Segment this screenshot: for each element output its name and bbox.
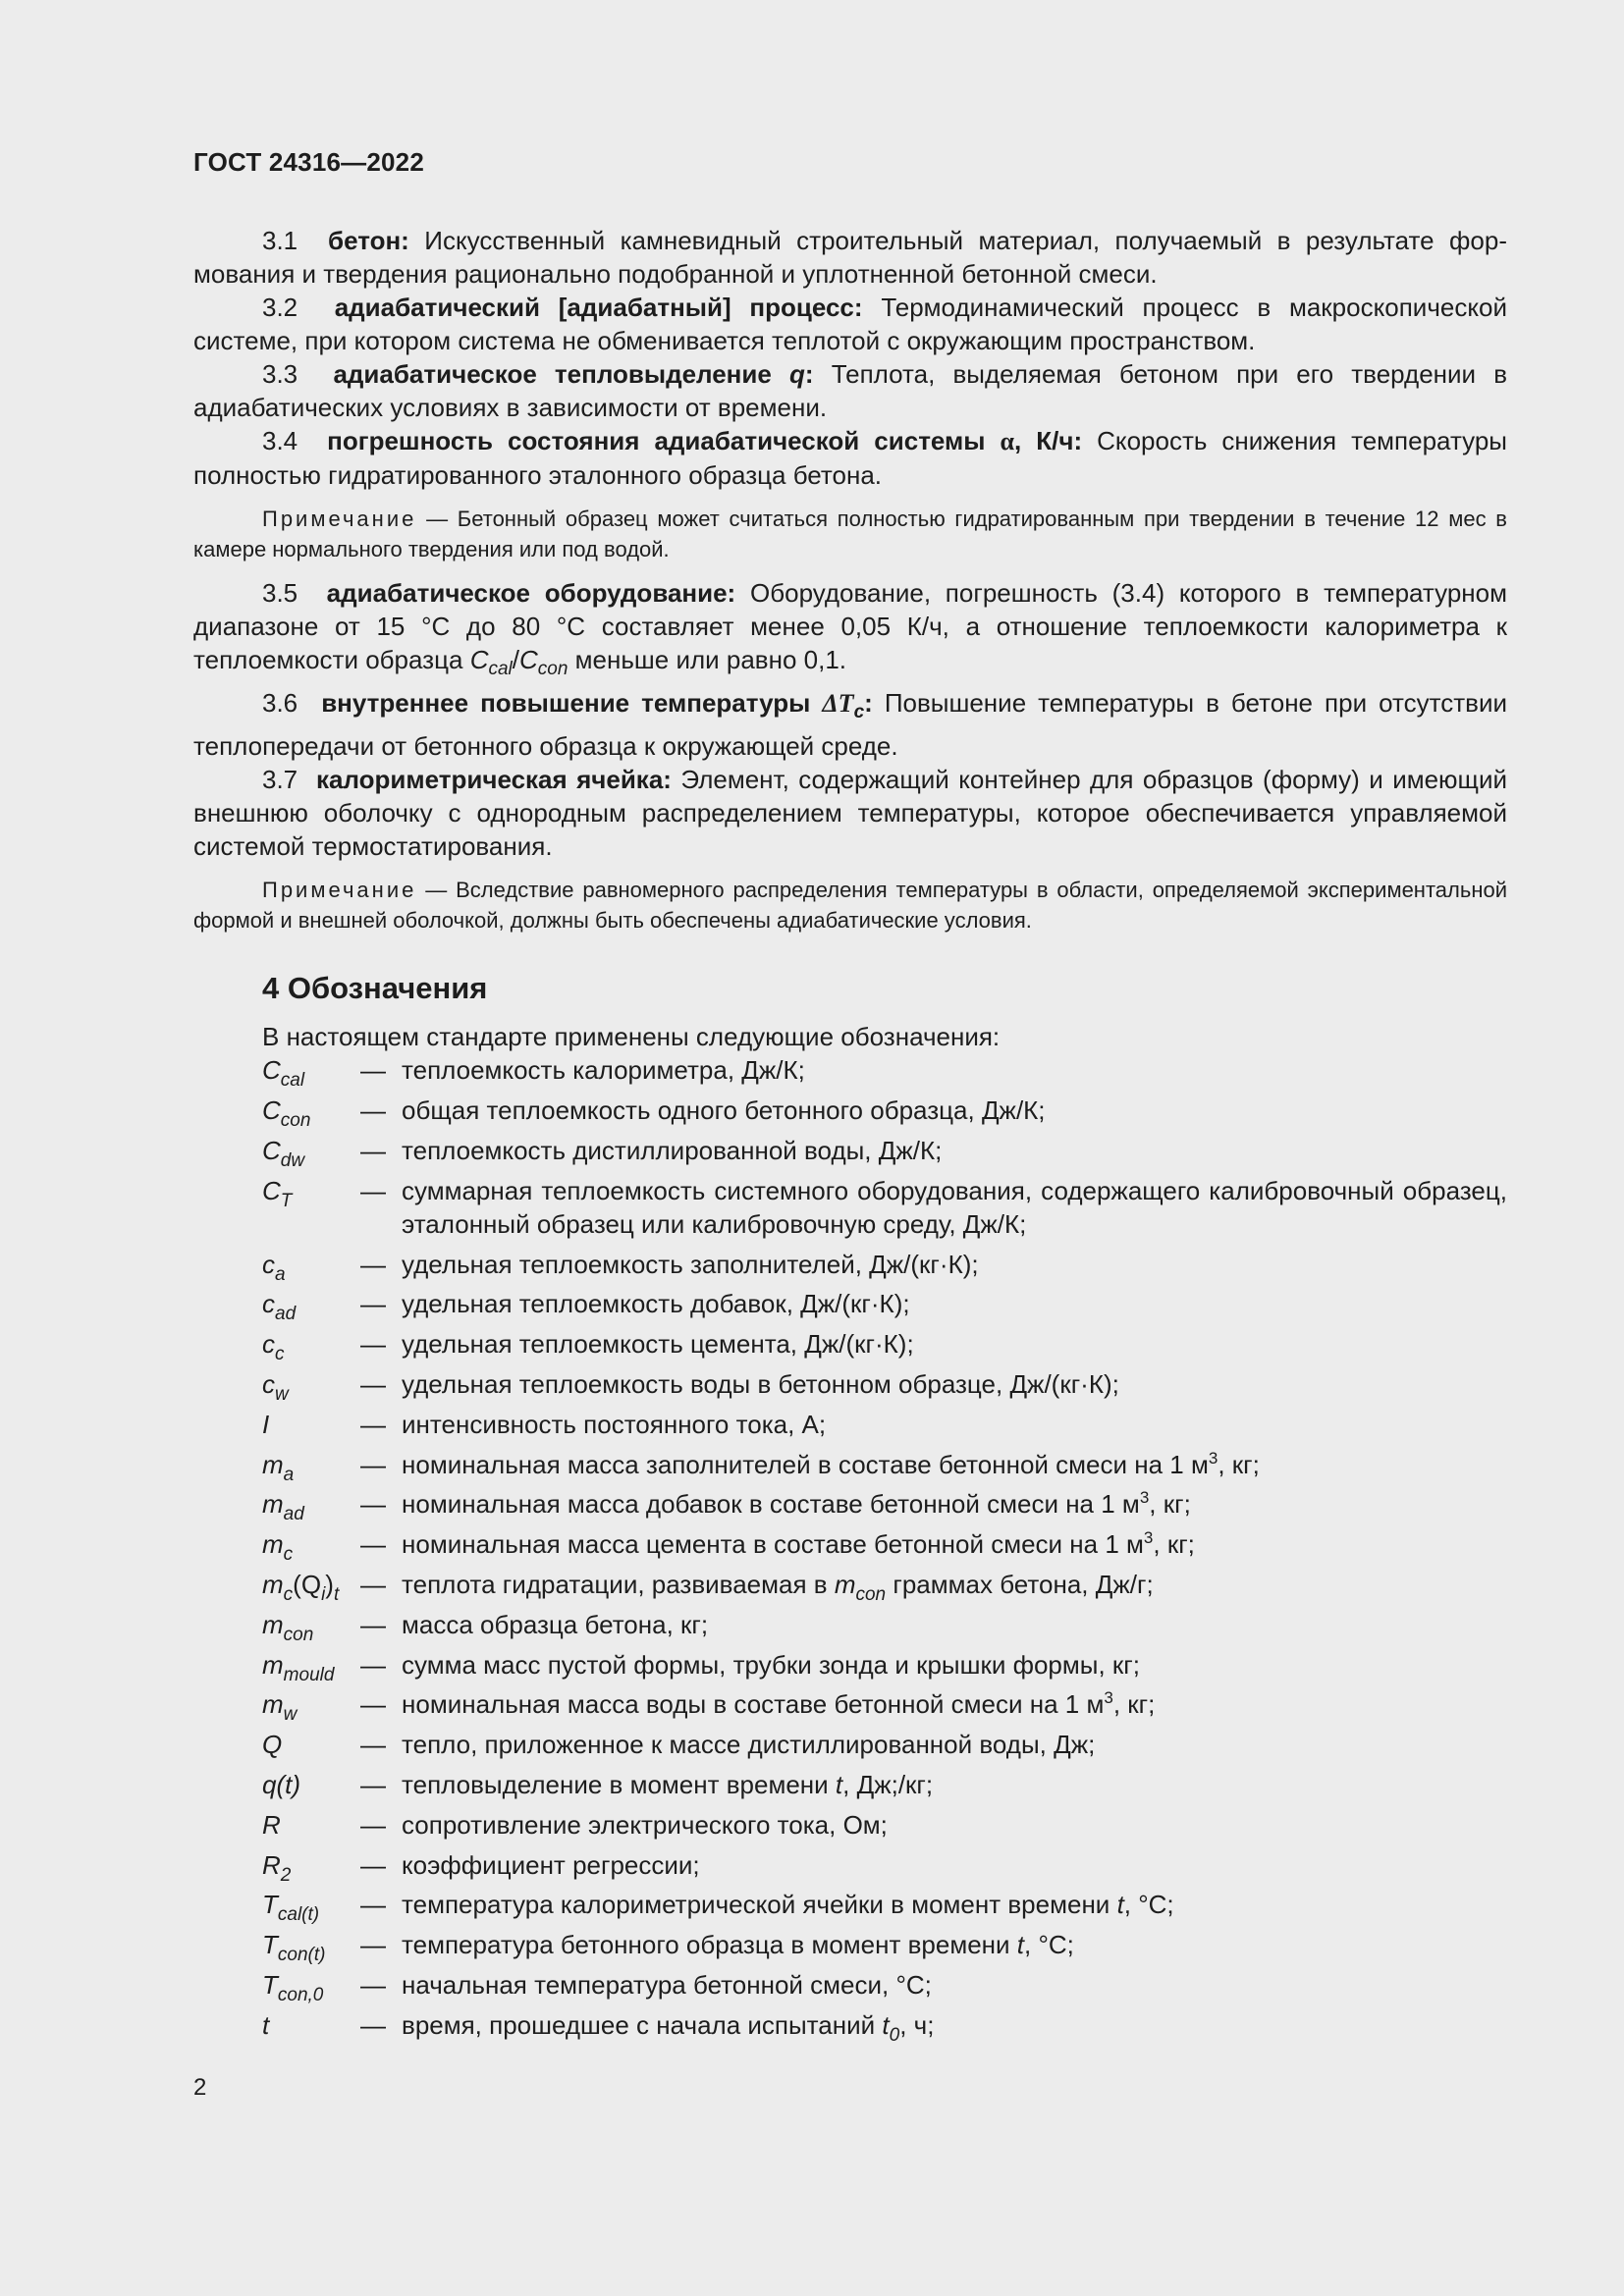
symbol: $C_T$ bbox=[262, 1175, 293, 1211]
symbol: $m_{ad}$ bbox=[262, 1489, 304, 1525]
symbol-dash: — bbox=[360, 1730, 386, 1760]
symbol: $C_{cal}$ bbox=[262, 1055, 305, 1092]
symbol-row bbox=[262, 2008, 1507, 2046]
term-3-7: 3.7 калориметрическая ячейка: Элемент, содержащий контейнер для образцов (форму) и имеющий внешнюю оболочку с однородным распределением температуры, которое обеспечивается управляемой системой термостатирования. bbox=[193, 765, 1508, 862]
document-body bbox=[193, 224, 1507, 2049]
symbol-row bbox=[262, 1094, 1507, 1132]
symbol-dash: — bbox=[360, 1890, 386, 1920]
symbol: $c_w$ bbox=[262, 1368, 289, 1405]
symbol-row bbox=[262, 1448, 1507, 1485]
symbol-definition: общая теплоемкость одного бетонного образца, Дж/К; bbox=[402, 1095, 1046, 1126]
symbol-definition: суммарная теплоемкость системного оборудования, содержащего калибровочный образец, эталонный образец или калибровочную среду, Дж/К; bbox=[402, 1175, 1507, 1239]
term-3-3: 3.3 адиабатическое тепловыделение q: Теплота, выделяемая бетоном при его твердении в адиабатических условиях в зависимости от времени. bbox=[193, 359, 1508, 422]
symbol-row bbox=[262, 1968, 1507, 2005]
symbol-dash: — bbox=[360, 1449, 386, 1479]
symbol-dash: — bbox=[360, 1249, 386, 1279]
symbol-definition: тепло, приложенное к массе дистиллированной воды, Дж; bbox=[402, 1730, 1096, 1760]
symbol-definition: теплоемкость дистиллированной воды, Дж/К; bbox=[402, 1135, 943, 1165]
symbol-dash: — bbox=[360, 1289, 386, 1319]
symbol-dash: — bbox=[360, 1689, 386, 1720]
symbol: $c_a$ bbox=[262, 1249, 286, 1285]
symbol: $T_{con,0}$ bbox=[262, 1969, 324, 2005]
section-4-intro: В настоящем стандарте применены следующие обозначения: bbox=[262, 1022, 1001, 1052]
symbol: $m_{con}$ bbox=[262, 1609, 314, 1645]
symbol-row bbox=[262, 1487, 1507, 1525]
symbol-dash: — bbox=[360, 1095, 386, 1126]
symbol-definition: коэффициент регрессии; bbox=[402, 1849, 700, 1880]
symbol-dash: — bbox=[360, 1175, 386, 1205]
symbol-definition: масса образца бетона, кг; bbox=[402, 1609, 709, 1639]
symbol: $C_{con}$ bbox=[262, 1095, 311, 1132]
symbol-dash: — bbox=[360, 1055, 386, 1086]
symbol: R bbox=[262, 1809, 281, 1840]
symbol-row bbox=[262, 1248, 1507, 1285]
symbol: $m_{mould}$ bbox=[262, 1649, 335, 1685]
symbols-list bbox=[262, 1053, 1507, 2046]
symbol-definition: номинальная масса заполнителей в составе бетонной смеси на 1 $м^3$, кг; bbox=[402, 1448, 1260, 1479]
symbol-row bbox=[262, 1408, 1507, 1441]
symbol-dash: — bbox=[360, 1930, 386, 1960]
symbol: I bbox=[262, 1409, 270, 1439]
symbol-row bbox=[262, 1053, 1507, 1092]
symbol-definition: температура бетонного образца в момент времени t, °С; bbox=[402, 1930, 1074, 1960]
symbol: $T_{cal(t)}$ bbox=[262, 1890, 320, 1926]
symbol: $T_{con(t)}$ bbox=[262, 1930, 326, 1966]
symbol-definition: удельная теплоемкость заполнителей, Дж/(кг·К); bbox=[402, 1249, 979, 1279]
symbol: $C_{dw}$ bbox=[262, 1135, 305, 1171]
symbol: $c_c$ bbox=[262, 1329, 285, 1365]
symbol-row bbox=[262, 1768, 1507, 1801]
symbol: t bbox=[262, 2009, 270, 2040]
symbol: $R_2$ bbox=[262, 1849, 292, 1886]
page-number: 2 bbox=[193, 2074, 207, 2101]
symbol-definition: удельная теплоемкость воды в бетонном образце, Дж/(кг·К); bbox=[402, 1368, 1119, 1399]
symbol-row bbox=[262, 1134, 1507, 1171]
symbol: q(t) bbox=[262, 1769, 300, 1799]
symbol-dash: — bbox=[360, 1649, 386, 1680]
symbol-definition: удельная теплоемкость цемента, Дж/(кг·К); bbox=[402, 1329, 914, 1360]
symbol-row bbox=[262, 1888, 1507, 1926]
symbol-row bbox=[262, 1848, 1507, 1886]
symbol-definition: сопротивление электрического тока, Ом; bbox=[402, 1809, 888, 1840]
symbol-dash: — bbox=[360, 1849, 386, 1880]
symbol-row bbox=[262, 1728, 1507, 1761]
symbol-definition: время, прошедшее с начала испытаний $t_0$, ч; bbox=[402, 2009, 935, 2046]
symbol-dash: — bbox=[360, 1609, 386, 1639]
symbol-dash: — bbox=[360, 1135, 386, 1165]
symbol-definition: удельная теплоемкость добавок, Дж/(кг·К); bbox=[402, 1289, 910, 1319]
symbol-definition: сумма масс пустой формы, трубки зонда и крышки формы, кг; bbox=[402, 1649, 1140, 1680]
note-2: Примечание — Вследствие равномерного распределения температуры в области, определяемой экспериментальной формой и внешней оболочкой, должны быть обеспечены адиабатические условия. bbox=[193, 878, 1507, 934]
symbol-definition: начальная температура бетонной смеси, °С; bbox=[402, 1969, 932, 2000]
section-4-title: 4 Обозначения bbox=[262, 971, 488, 1006]
symbol-row bbox=[262, 1687, 1507, 1726]
symbol-row bbox=[262, 1568, 1507, 1605]
symbol-row bbox=[262, 1527, 1507, 1566]
symbol-row bbox=[262, 1808, 1507, 1842]
symbol-row bbox=[262, 1648, 1507, 1685]
symbol-definition: интенсивность постоянного тока, А; bbox=[402, 1409, 827, 1439]
symbol-definition: тепловыделение в момент времени t, Дж;/кг; bbox=[402, 1769, 934, 1799]
symbol-row bbox=[262, 1928, 1507, 1966]
symbol-dash: — bbox=[360, 1569, 386, 1599]
symbol: $m_c$ bbox=[262, 1529, 294, 1566]
symbol-definition: температура калориметрической ячейки в момент времени t, °С; bbox=[402, 1890, 1174, 1920]
symbol: $m_a$ bbox=[262, 1449, 295, 1485]
symbol-definition: теплота гидратации, развиваемая в $m_{con}$ граммах бетона, Дж/г; bbox=[402, 1569, 1154, 1605]
symbol-dash: — bbox=[360, 1769, 386, 1799]
symbol-dash: — bbox=[360, 1329, 386, 1360]
symbol-dash: — bbox=[360, 1529, 386, 1560]
symbol-row bbox=[262, 1608, 1507, 1645]
term-3-4: 3.4 погрешность состояния адиабатической системы α, К/ч: Скорость снижения температуры полностью гидратированного эталонного образца бетона. bbox=[193, 426, 1507, 490]
term-3-6: 3.6 внутреннее повышение температуры $\Delta T_c$: Повышение температуры в бетоне при отсутствии теплопередачи от бетонного образца к окружающей среде. bbox=[193, 688, 1507, 762]
symbol-dash: — bbox=[360, 1809, 386, 1840]
symbol-row bbox=[262, 1367, 1507, 1405]
symbol-dash: — bbox=[360, 1368, 386, 1399]
symbol-dash: — bbox=[360, 1409, 386, 1439]
symbol-row bbox=[262, 1327, 1507, 1365]
symbol: $m_w$ bbox=[262, 1689, 298, 1726]
symbol: $m_c(Q_i)_t$ bbox=[262, 1569, 340, 1605]
symbol-definition: номинальная масса цемента в составе бетонной смеси на 1 $м^3$, кг; bbox=[402, 1528, 1195, 1560]
term-3-2: 3.2 адиабатический [адиабатный] процесс: Термодинамический процесс в макроскопической системе, при котором система не обменивается теплотой с окружающим пространством. bbox=[193, 293, 1507, 355]
symbol: Q bbox=[262, 1730, 283, 1760]
note-1: Примечание — Бетонный образец может считаться полностью гидратированным при твердении в течение 12 мес в камере нормального твердения или под водой. bbox=[193, 507, 1507, 561]
symbol-definition: номинальная масса воды в составе бетонной смеси на 1 $м^3$, кг; bbox=[402, 1688, 1156, 1720]
symbol: $c_{ad}$ bbox=[262, 1289, 297, 1325]
term-3-5: 3.5 адиабатическое оборудование: Оборудование, погрешность (3.4) которого в температурном диапазоне от 15 °С до 80 °С составляет менее 0,05 К/ч, а отношение теплоемкости калориметра к теплоемкости образца $C_{cal}/C_{con}$ меньше или равно 0,1. bbox=[193, 578, 1507, 680]
symbol-dash: — bbox=[360, 1969, 386, 2000]
document-header: ГОСТ 24316—2022 bbox=[193, 147, 424, 177]
symbol-definition: номинальная масса добавок в составе бетонной смеси на 1 $м^3$, кг; bbox=[402, 1488, 1191, 1520]
symbol-row bbox=[262, 1287, 1507, 1325]
symbol-row bbox=[262, 1174, 1507, 1241]
term-3-1: 3.1 бетон: Искусственный камневидный строительный материал, получаемый в результате формования и твердения рационально подобранной и уплотненной бетонной смеси. bbox=[193, 226, 1507, 289]
symbol-dash: — bbox=[360, 1489, 386, 1520]
symbol-dash: — bbox=[360, 2009, 386, 2040]
symbol-definition: теплоемкость калориметра, Дж/К; bbox=[402, 1055, 805, 1086]
